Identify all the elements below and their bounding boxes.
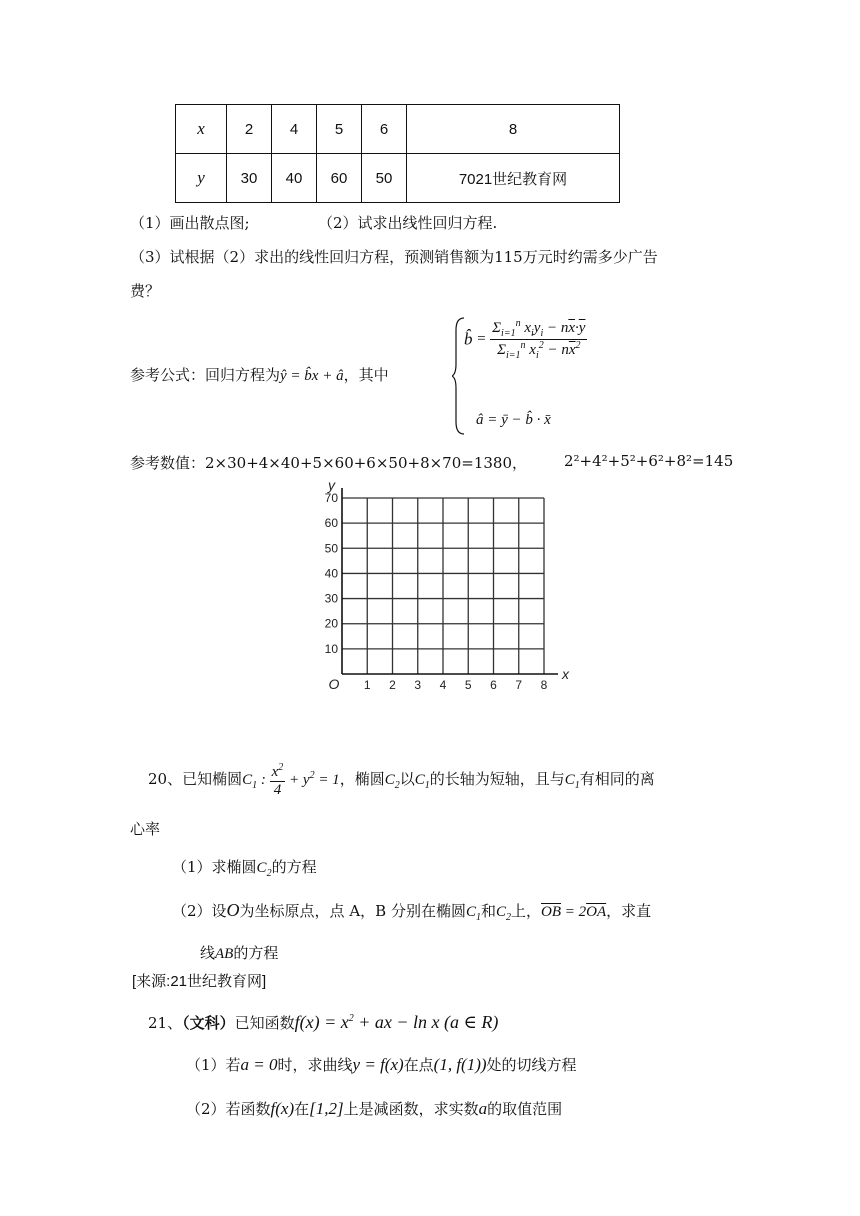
x-tick-label: 6 xyxy=(490,678,497,692)
q20-text: 的长轴为短轴，且与 xyxy=(429,769,565,788)
q20-sub2-text: ，求直 xyxy=(606,902,652,920)
a-hat-formula: â = ȳ − b̂ · x̄ xyxy=(476,412,551,428)
x-tick-label: 1 xyxy=(363,678,371,692)
question-3-line1: （3）试根据（2）求出的线性回归方程，预测销售额为115万元时约需多少广告 xyxy=(130,248,658,266)
ellipse-c1-equation: $C_1$ : $\frac{x^2}{4}$ + $y^2 = 1$ xyxy=(242,762,340,798)
function-definition: $f(x) = x^2$ + ax − ln x (a ∈ R) xyxy=(294,1012,499,1032)
question-21-sub2 xyxy=(186,1098,562,1119)
q20-sub2-text: 为坐标原点，点 A，B 分别在椭圆 xyxy=(239,902,466,920)
question-20-sub2 xyxy=(172,900,651,923)
b-hat-formula: b̂ = $\frac{\Sigma_{i=1}^n x_iy_i - n\overline{x}\cdot\overline{y}}{\Sigma_{i=1}^n x_i^2 - n\overline{x}^2}$ xyxy=(464,318,586,361)
q20-text: 以 xyxy=(399,769,415,788)
y-tick-label: 30 xyxy=(324,591,338,606)
q21-sub1-text: （1）若 xyxy=(186,1056,241,1074)
y-cell: 7021世纪教育网 xyxy=(407,154,620,203)
reference-values: 参考数值：2×30+4×40+5×60+6×50+8×70=1380， xyxy=(130,454,528,472)
x-cell: 6 xyxy=(362,105,407,154)
q21-sub2-text: 在 xyxy=(294,1100,310,1118)
q21-sub1-text: 处的切线方程 xyxy=(486,1056,577,1074)
table-row-x xyxy=(176,105,620,154)
scatter-grid-chart xyxy=(316,478,570,698)
interval: [1,2] xyxy=(309,1099,344,1118)
x-cell: 5 xyxy=(317,105,362,154)
question-2: （2）试求出线性回归方程. xyxy=(318,214,498,232)
q21-sub2-text: （2）若函数 xyxy=(186,1100,271,1118)
origin-symbol: O xyxy=(226,900,240,920)
q21-tag: （文科） xyxy=(182,1014,235,1032)
x-tick-label: 8 xyxy=(540,678,548,692)
question-1: （1）画出散点图; xyxy=(130,214,250,232)
c2-symbol: $C_2$ xyxy=(256,860,272,879)
vector-equation: $\overline{OB} = 2\overline{OA}$ xyxy=(541,904,607,920)
y-cell: 30 xyxy=(227,154,272,203)
b-denominator: $\Sigma_{i=1}^n$ $x_i^2 - n\overline{x}^2$ xyxy=(497,340,581,361)
q20-text: ，椭圆 xyxy=(339,769,385,788)
y-tick-label: 70 xyxy=(324,491,338,505)
source-note: [来源:21世纪教育网] xyxy=(132,973,267,990)
q20-sub2-text: 上， xyxy=(511,902,542,920)
question-20-sub1 xyxy=(172,856,317,879)
function-symbol: f(x) xyxy=(270,1099,295,1118)
reference-squares: 2²+4²+5²+6²+8²=145 xyxy=(564,452,734,470)
question-21-line1 xyxy=(148,1012,498,1033)
x-tick-label: 3 xyxy=(414,678,422,692)
formula-prefix: 参考公式：回归方程为 xyxy=(130,366,281,384)
origin-label: O xyxy=(328,676,340,692)
y-header-cell: y xyxy=(176,154,227,203)
x-axis-label: x xyxy=(562,666,569,682)
question-20-line1 xyxy=(148,762,655,799)
q20-sub2-line2-text: 线 xyxy=(200,944,216,962)
q20-sub1-end: 的方程 xyxy=(271,858,317,876)
x-header-cell: x xyxy=(176,105,227,154)
q20-sub2-text: （2）设 xyxy=(172,902,227,920)
y-tick-label: 60 xyxy=(324,516,338,531)
x-tick-label: 7 xyxy=(515,678,523,692)
y-axis-label: y xyxy=(328,478,335,493)
y-tick-label: 50 xyxy=(324,541,338,556)
y-tick-label: 40 xyxy=(324,566,338,581)
y-tick-label: 10 xyxy=(324,641,338,656)
c1-symbol: $C_1$ xyxy=(465,904,481,923)
a-equals-zero: a = 0 xyxy=(240,1055,278,1074)
x-cell: 8 xyxy=(407,105,620,154)
q21-sub1-text: 时，求曲线 xyxy=(277,1056,353,1074)
q20-number: 20、已知椭圆 xyxy=(148,769,243,788)
curve-equation: y = f(x) xyxy=(352,1055,404,1074)
q21-sub2-text: 的取值范围 xyxy=(487,1100,563,1118)
regression-equation: ŷ = b̂x + â xyxy=(280,368,344,384)
b-fraction xyxy=(490,318,587,361)
x-cell: 2 xyxy=(227,105,272,154)
c1-symbol: $C_1$ xyxy=(414,771,430,791)
point-expression: (1, f(1)) xyxy=(433,1055,487,1074)
formula-mid: ，其中 xyxy=(343,366,389,384)
q21-number: 21、 xyxy=(148,1014,183,1032)
y-tick-label: 20 xyxy=(324,616,338,631)
q21-sub1-text: 在点 xyxy=(403,1056,434,1074)
data-table xyxy=(175,104,620,203)
question-3-line2: 费？ xyxy=(130,282,161,300)
x-tick-label: 5 xyxy=(464,678,472,692)
question-20-sub2-line2 xyxy=(200,942,278,963)
b-numerator: $\Sigma_{i=1}^n$ $x_iy_i - n\overline{x}\cdot\overline{y}$ xyxy=(492,318,586,339)
formula-line xyxy=(130,364,389,385)
question-21-sub1 xyxy=(186,1054,577,1075)
y-cell: 40 xyxy=(272,154,317,203)
q20-sub2-text: 和 xyxy=(480,902,496,920)
c1-symbol: $C_1$ xyxy=(564,771,580,791)
x-tick-label: 4 xyxy=(439,678,447,692)
x-tick-label: 2 xyxy=(389,678,396,692)
b-hat: b̂ xyxy=(464,329,473,349)
y-cell: 60 xyxy=(317,154,362,203)
c2-symbol: $C_2$ xyxy=(384,771,400,791)
q21-sub2-text: 上是减函数，求实数 xyxy=(343,1100,479,1118)
q21-text: 已知函数 xyxy=(234,1014,295,1032)
q20-sub1-text: （1）求椭圆 xyxy=(172,858,257,876)
q20-sub2-line2-end: 的方程 xyxy=(233,944,279,962)
ab-symbol: AB xyxy=(215,946,234,962)
question-20-line2: 心率 xyxy=(130,820,161,838)
x-cell: 4 xyxy=(272,105,317,154)
y-cell: 50 xyxy=(362,154,407,203)
q20-text: 有相同的离 xyxy=(579,769,655,788)
a-symbol: a xyxy=(478,1099,488,1118)
c2-symbol: $C_2$ xyxy=(495,904,511,923)
table-row-y xyxy=(176,154,620,203)
